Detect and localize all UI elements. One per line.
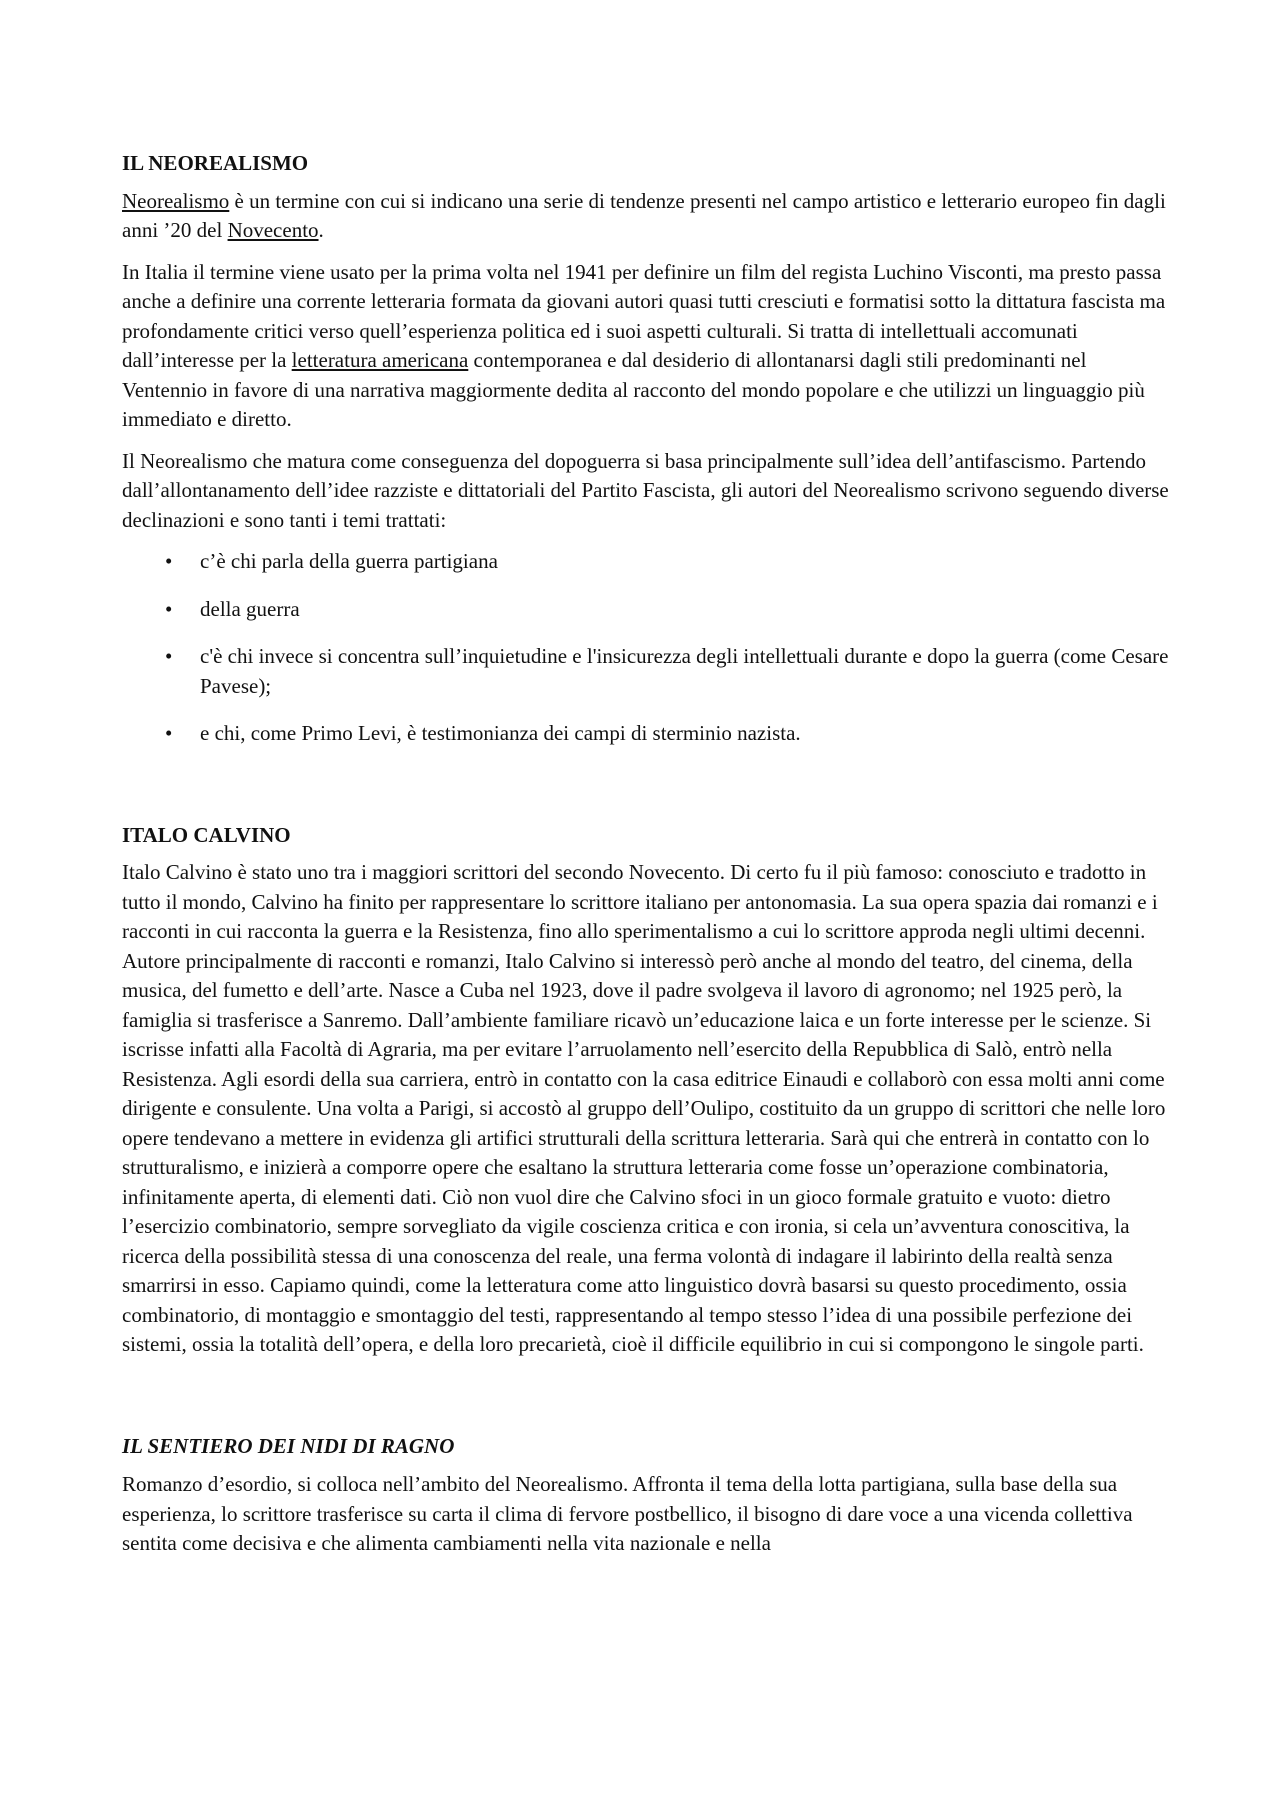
- paragraph-text: è un termine con cui si indicano una serie di tendenze presenti nel campo artistico e letterario europeo fin dagli anni ’20 del: [122, 188, 1166, 242]
- link-novecento[interactable]: Novecento: [227, 218, 319, 242]
- list-item: [122, 642, 1170, 701]
- list-item: [122, 595, 1170, 625]
- paragraph-sentiero: Romanzo d’esordio, si colloca nell’ambito del Neorealismo. Affronta il tema della lotta partigiana, sulla base della sua esperienza, lo scrittore trasferisce su carta il clima di fervore postbellico, il bisogno di dare voce a una vicenda collettiva sentita come decisiva e che alimenta cambiamenti nella vita nazionale e nella: [122, 1472, 1133, 1555]
- paragraph-neorealismo-definition: [122, 187, 1170, 246]
- section-heading-neorealismo: IL NEOREALISMO: [122, 151, 309, 175]
- section-spacer: [122, 1372, 1170, 1432]
- section-heading-calvino: ITALO CALVINO: [122, 822, 291, 847]
- link-letteratura-americana[interactable]: letteratura americana: [291, 348, 469, 372]
- paragraph-neorealismo-dopoguerra: Il Neorealismo che matura come conseguenza del dopoguerra si basa principalmente sull’idea dell’antifascismo. Partendo dall’allontanamento dell’idee razziste e dittatoriali del Partito Fascista, gli autori del Neorealismo scrivono seguendo diverse declinazioni e sono tanti i temi trattati:: [122, 448, 1169, 532]
- paragraph-text: In Italia il termine viene usato per la prima volta nel 1941 per definire un film del regista Luchino Visconti, ma presto passa anche a definire una corrente letteraria formata da giovani autori quasi tutti cresciuti e formatisi sotto la dittatura fascista ma profondamente critici verso quell’esperienza politica ed i suoi aspetti culturali. Si tratta di intellettuali accomunati dall’interesse per la: [122, 259, 1166, 372]
- list-item-text: c’è chi parla della guerra partigiana: [200, 549, 498, 573]
- link-neorealismo[interactable]: Neorealismo: [122, 188, 230, 213]
- list-item-text: c'è chi invece si concentra sull’inquietudine e l'insicurezza degli intellettuali durante e dopo la guerra (come Cesare Pavese);: [200, 644, 1169, 698]
- paragraph-neorealismo-italia: [122, 258, 1170, 435]
- paragraph-text: contemporanea e dal desiderio di allontanarsi dagli stili predominanti nel Ventennio in favore di una narrativa maggiormente dedita al racconto del mondo popolare e che utilizzi un linguaggio più immediato e diretto.: [122, 348, 1145, 431]
- bullet-icon: •: [165, 596, 173, 621]
- bullet-icon: •: [165, 721, 173, 745]
- list-item: [122, 719, 1170, 749]
- section-spacer: [122, 767, 1170, 821]
- bullet-icon: •: [165, 549, 173, 573]
- paragraph-calvino-biography: Italo Calvino è stato uno tra i maggiori scrittori del secondo Novecento. Di certo fu il più famoso: conosciuto e tradotto in tutto il mondo, Calvino ha finito per rappresentare lo scrittore italiano per antonomasia. La sua opera spazia dai romanzi e i racconti in cui racconta la guerra e la Resistenza, fino allo sperimentalismo a cui lo scrittore approda negli ultimi decenni. Autore principalmente di racconti e romanzi, Italo Calvino si interessò però anche al mondo del teatro, del cinema, della musica, del fumetto e dell’arte. Nasce a Cuba nel 1923, dove il padre svolgeva il lavoro di agronomo; nel 1925 però, la famiglia si trasferisce a Sanremo. Dall’ambiente familiare ricavò un’educazione laica e un forte interesse per le scienze. Si iscrisse infatti alla Facoltà di Agraria, ma per evitare l’arruolamento nell’esercito della Repubblica di Salò, entrò nella Resistenza. Agli esordi della sua carriera, entrò in contatto con la casa editrice Einaudi e collaborò con essa molti anni come dirigente e consulente. Una volta a Parigi, si accostò al gruppo dell’Oulipo, costituito da un gruppo di scrittori che nelle loro opere tendevano a mettere in evidenza gli artifici strutturali della scrittura letteraria. Sarà qui che entrerà in contatto con lo strutturalismo, e inizierà a comporre opere che esaltano la struttura letteraria come fosse un’operazione combinatoria, infinitamente aperta, di elementi dati. Ciò non vuol dire che Calvino sfoci in un gioco formale gratuito e vuoto: dietro l’esercizio combinatorio, sempre sorvegliato da vigile coscienza critica e con ironia, si cela un’avventura conoscitiva, la ricerca della possibilità stessa di una conoscenza del reale, una ferma volontà di indagare il labirinto della realtà senza smarrirsi in esso. Capiamo quindi, come la letteratura come atto linguistico dovrà basarsi su questo procedimento, ossia combinatorio, di montaggio e smontaggio del testi, rappresentando al tempo stesso l’idea di una possibile perfezione dei sistemi, ossia la totalità dell’opera, e della loro precarietà, cioè il difficile equilibrio in cui si compongono le singole parti.: [122, 860, 1166, 1356]
- themes-list: [122, 547, 1170, 749]
- list-item-text: e chi, come Primo Levi, è testimonianza dei campi di sterminio nazista.: [200, 721, 801, 745]
- bullet-icon: •: [165, 644, 173, 668]
- list-item: [122, 547, 1170, 577]
- list-item-text: della guerra: [200, 596, 300, 621]
- section-heading-sentiero: IL SENTIERO DEI NIDI DI RAGNO: [122, 1433, 455, 1458]
- paragraph-text: .: [318, 218, 324, 242]
